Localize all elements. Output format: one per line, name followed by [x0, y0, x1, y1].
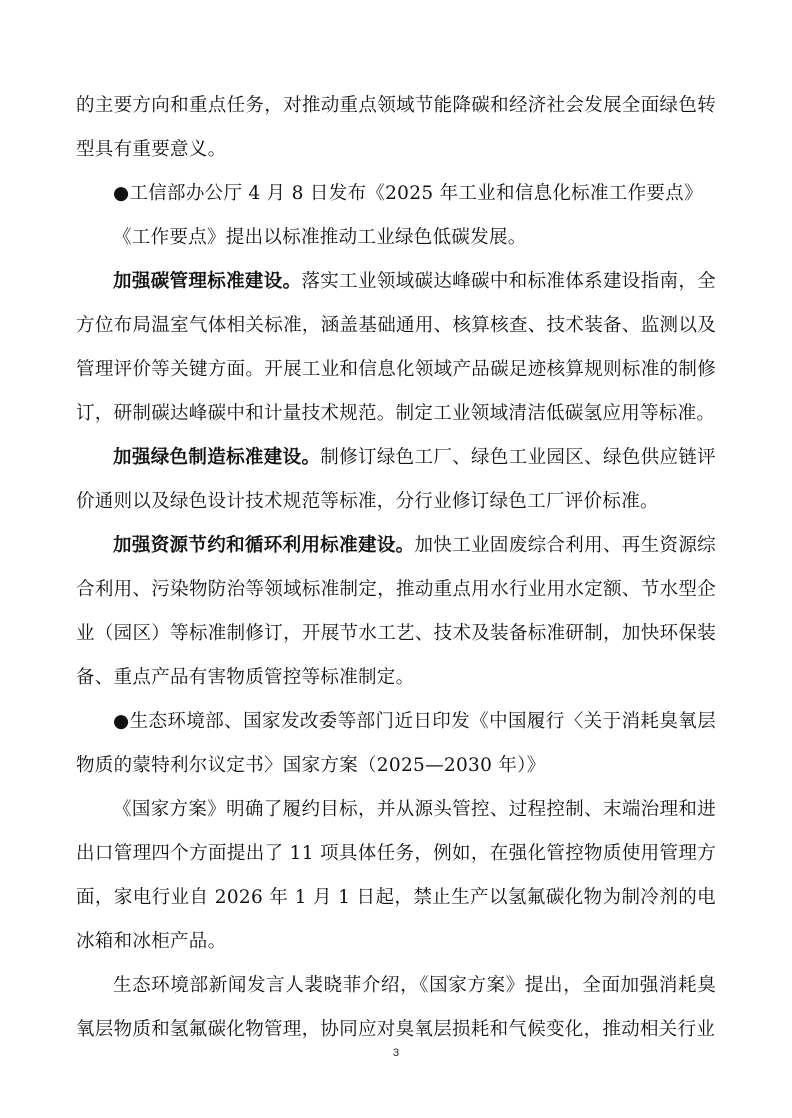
item-heading: 加强碳管理标准建设。 [113, 271, 302, 292]
bullet-icon: ● [113, 183, 130, 204]
item-heading: 加强资源节约和循环利用标准建设。 [113, 535, 415, 556]
news-headline-2-text: 生态环境部、国家发改委等部门近日印发《中国履行〈关于消耗臭氧层物质的蒙特利尔议定书〉国家方案（2025—2030 年）》 [76, 711, 716, 776]
news-headline-1 [76, 172, 716, 216]
list-item-green-manufacturing [76, 436, 716, 524]
page-number: 3 [392, 1047, 400, 1059]
item-heading: 加强绿色制造标准建设。 [113, 447, 321, 468]
document-body [76, 84, 716, 1052]
news-intro-1: 《工作要点》提出以标准推动工业绿色低碳发展。 [113, 227, 527, 248]
paragraph-continued: 的主要方向和重点任务，对推动重点领域节能降碳和经济社会发展全面绿色转型具有重要意义。 [76, 95, 716, 160]
list-item-resource-recycling [76, 524, 716, 700]
news-paragraph-2b: 生态环境部新闻发言人裴晓菲介绍，《国家方案》提出，全面加强消耗臭氧层物质和氢氟碳化物管理，协同应对臭氧层损耗和气候变化，推动相关行业 [76, 975, 716, 1040]
item-body: 加快工业固废综合利用、再生资源综合利用、污染物防治等领域标准制定，推动重点用水行业用水定额、节水型企业（园区）等标准制修订，开展节水工艺、技术及装备标准研制，加快环保装备、重点产品有害物质管控等标准制定。 [76, 535, 716, 688]
list-item-carbon-management [76, 260, 716, 436]
item-body: 落实工业领域碳达峰碳中和标准体系建设指南，全方位布局温室气体相关标准，涵盖基础通用、核算核查、技术装备、监测以及管理评价等关键方面。开展工业和信息化领域产品碳足迹核算规则标准的制修订，研制碳达峰碳中和计量技术规范。制定工业领域清洁低碳氢应用等标准。 [76, 271, 716, 424]
news-headline-1-text: 工信部办公厅 4 月 8 日发布《2025 年工业和信息化标准工作要点》 [129, 183, 703, 204]
bullet-icon: ● [113, 711, 130, 732]
item-body: 制修订绿色工厂、绿色工业园区、绿色供应链评价通则以及绿色设计技术规范等标准，分行业修订绿色工厂评价标准。 [76, 447, 716, 512]
news-headline-2 [76, 700, 716, 788]
news-paragraph-2a: 《国家方案》明确了履约目标，并从源头管控、过程控制、末端治理和进出口管理四个方面提出了 11 项具体任务，例如，在强化管控物质使用管理方面，家电行业自 2026 年 1 月 1 日起，禁止生产以氢氟碳化物为制冷剂的电冰箱和冰柜产品。 [76, 799, 716, 952]
